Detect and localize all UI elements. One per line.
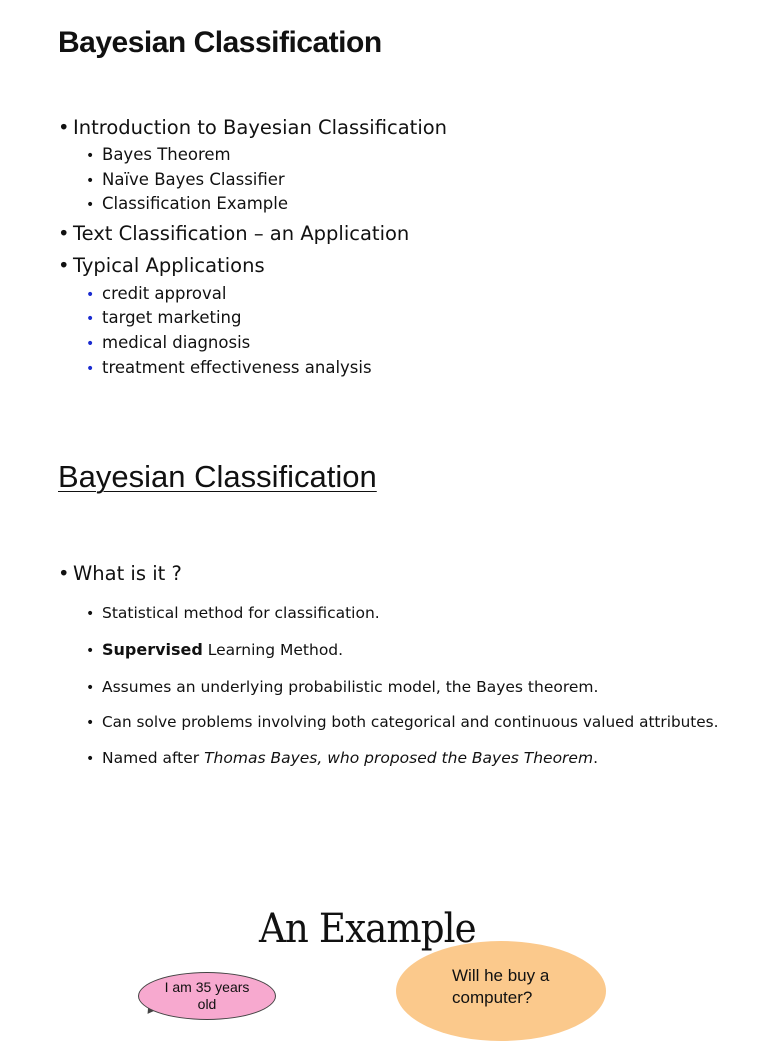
- sub-bullet-item: [86, 170, 285, 189]
- speech-bubble-age: [138, 972, 276, 1020]
- definition-point: [86, 713, 728, 731]
- sub-bullet-item: [86, 333, 250, 352]
- sub-bullet-text: Naïve Bayes Classifier: [102, 170, 285, 189]
- sub-bullet-item: [86, 308, 242, 327]
- bullet-marker: •: [58, 562, 70, 585]
- speech-bubble-line: I am 35 years: [164, 979, 250, 995]
- bullet-marker: •: [86, 751, 95, 767]
- bullet-marker: •: [86, 643, 95, 659]
- definition-text: Learning Method.: [202, 641, 344, 659]
- bullet-item-text-classification: [58, 222, 409, 245]
- definition-point: [86, 604, 380, 622]
- definition-text: Assumes an underlying probabilistic model, the Bayes theorem.: [102, 678, 599, 696]
- slide3-title: An Example: [259, 906, 476, 952]
- bullet-marker: •: [86, 606, 95, 622]
- bullet-marker: •: [86, 148, 95, 164]
- sub-bullet-item: [86, 194, 288, 213]
- bullet-marker: •: [86, 197, 95, 213]
- sub-bullet-text: treatment effectiveness analysis: [102, 358, 372, 377]
- bullet-text: Text Classification – an Application: [73, 222, 410, 245]
- bullet-marker: •: [86, 680, 95, 696]
- thought-bubble-line: computer?: [452, 988, 533, 1007]
- sub-bullet-text: Bayes Theorem: [102, 145, 231, 164]
- bullet-marker: •: [86, 287, 95, 303]
- sub-bullet-text: medical diagnosis: [102, 333, 251, 352]
- sub-bullet-text: target marketing: [102, 308, 242, 327]
- bullet-item-question: [58, 562, 182, 585]
- definition-text: .: [593, 749, 599, 767]
- definition-point: [86, 678, 598, 696]
- definition-text: Named after: [102, 749, 205, 767]
- bullet-text: Introduction to Bayesian Classification: [73, 116, 448, 139]
- thought-bubble-question: [396, 941, 606, 1041]
- sub-bullet-text: credit approval: [102, 284, 227, 303]
- bullet-marker: •: [58, 222, 70, 245]
- definition-text: Can solve problems involving both categorical and continuous valued attributes.: [102, 713, 719, 731]
- bullet-item-intro: [58, 116, 447, 139]
- bullet-marker: •: [86, 311, 95, 327]
- bullet-text: What is it ?: [73, 562, 182, 585]
- bullet-marker: •: [86, 173, 95, 189]
- definition-point: [86, 749, 598, 767]
- slide2-title: Bayesian Classification: [58, 459, 377, 494]
- bullet-marker: •: [58, 254, 70, 277]
- bullet-marker: •: [86, 336, 95, 352]
- bullet-item-applications: [58, 254, 265, 277]
- sub-bullet-item: [86, 358, 372, 377]
- sub-bullet-item: [86, 145, 231, 164]
- bullet-marker: •: [86, 715, 95, 731]
- slide1-title: Bayesian Classification: [58, 26, 382, 59]
- sub-bullet-text: Classification Example: [102, 194, 289, 213]
- sub-bullet-item: [86, 284, 226, 303]
- speech-bubble-line: old: [197, 996, 217, 1012]
- thought-bubble-line: Will he buy a: [452, 966, 550, 985]
- bullet-marker: •: [86, 361, 95, 377]
- bullet-marker: •: [58, 116, 70, 139]
- definition-text: Statistical method for classification.: [102, 604, 380, 622]
- supervised-emphasis: Supervised: [102, 640, 203, 659]
- bullet-text: Typical Applications: [73, 254, 265, 277]
- definition-point: [86, 640, 343, 659]
- bayes-attribution: Thomas Bayes, who proposed the Bayes Theorem: [204, 749, 594, 767]
